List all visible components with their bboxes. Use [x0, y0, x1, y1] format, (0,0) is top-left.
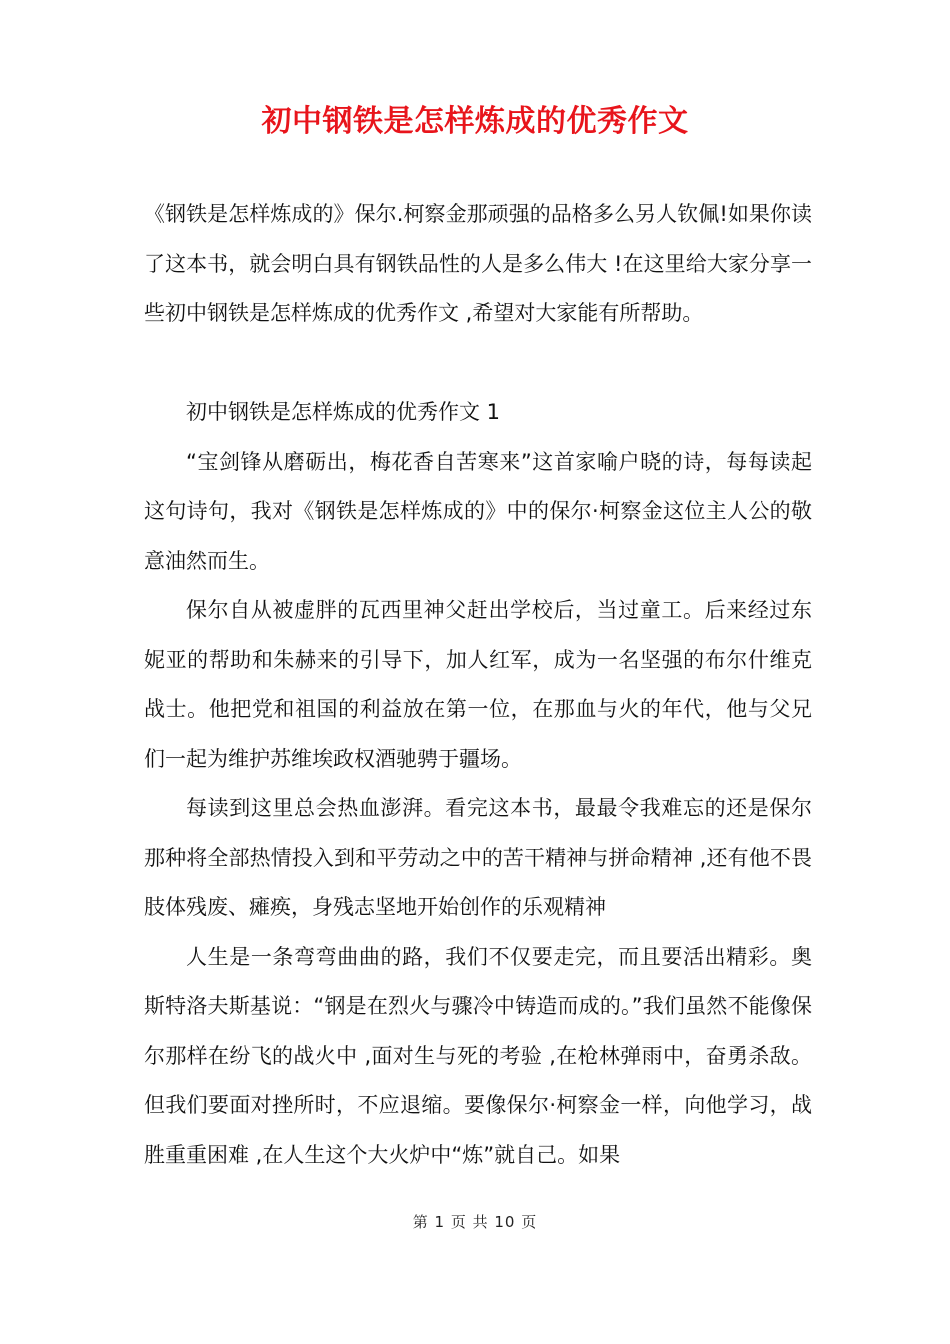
- paragraph-4: 人生是一条弯弯曲曲的路，我们不仅要走完，而且要活出精彩。奥斯特洛夫斯基说：“钢是在烈火与骤冷中铸造而成的。”我们虽然不能像保尔那样在纷飞的战火中 ,面对生与死的考验 ,在枪林弹雨中，奋勇杀敌。但我们要面对挫所时，不应退缩。要像保尔·柯察金一样，向他学习，战胜重重困难 ,在人生这个大火炉中“炼”就自己。如果: [144, 944, 812, 1167]
- paragraph-3: 每读到这里总会热血澎湃。看完这本书，最最令我难忘的还是保尔那种将全部热情投入到和平劳动之中的苦干精神与拼命精神 ,还有他不畏肢体残废、瘫痪，身残志坚地开始创作的乐观精神: [144, 796, 812, 919]
- paragraph-1: “宝剑锋从磨砺出，梅花香自苦寒来”这首家喻户晓的诗，每每读起这句诗句，我对《钢铁是怎样炼成的》中的保尔·柯察金这位主人公的敬意油然而生。: [144, 449, 812, 573]
- page-footer: 第 1 页 共 10 页: [412, 1213, 538, 1231]
- section-title: 初中钢铁是怎样炼成的优秀作文 1: [186, 400, 501, 424]
- document-body: [144, 190, 812, 1180]
- intro-paragraph: 《钢铁是怎样炼成的》保尔.柯察金那顽强的品格多么另人钦佩!如果你读了这本书，就会明白具有钢铁品性的人是多么伟大 !在这里给大家分享一些初中钢铁是怎样炼成的优秀作文 ,希望对大家能有所帮助。: [144, 202, 812, 325]
- document-title: 初中钢铁是怎样炼成的优秀作文: [261, 104, 689, 139]
- paragraph-2: 保尔自从被虚胖的瓦西里神父赶出学校后，当过童工。后来经过东妮亚的帮助和朱赫来的引导下，加人红军，成为一名坚强的布尔什维克战士。他把党和祖国的利益放在第一位，在那血与火的年代，他与父兄们一起为维护苏维埃政权酒驰骋于疆场。: [144, 598, 812, 771]
